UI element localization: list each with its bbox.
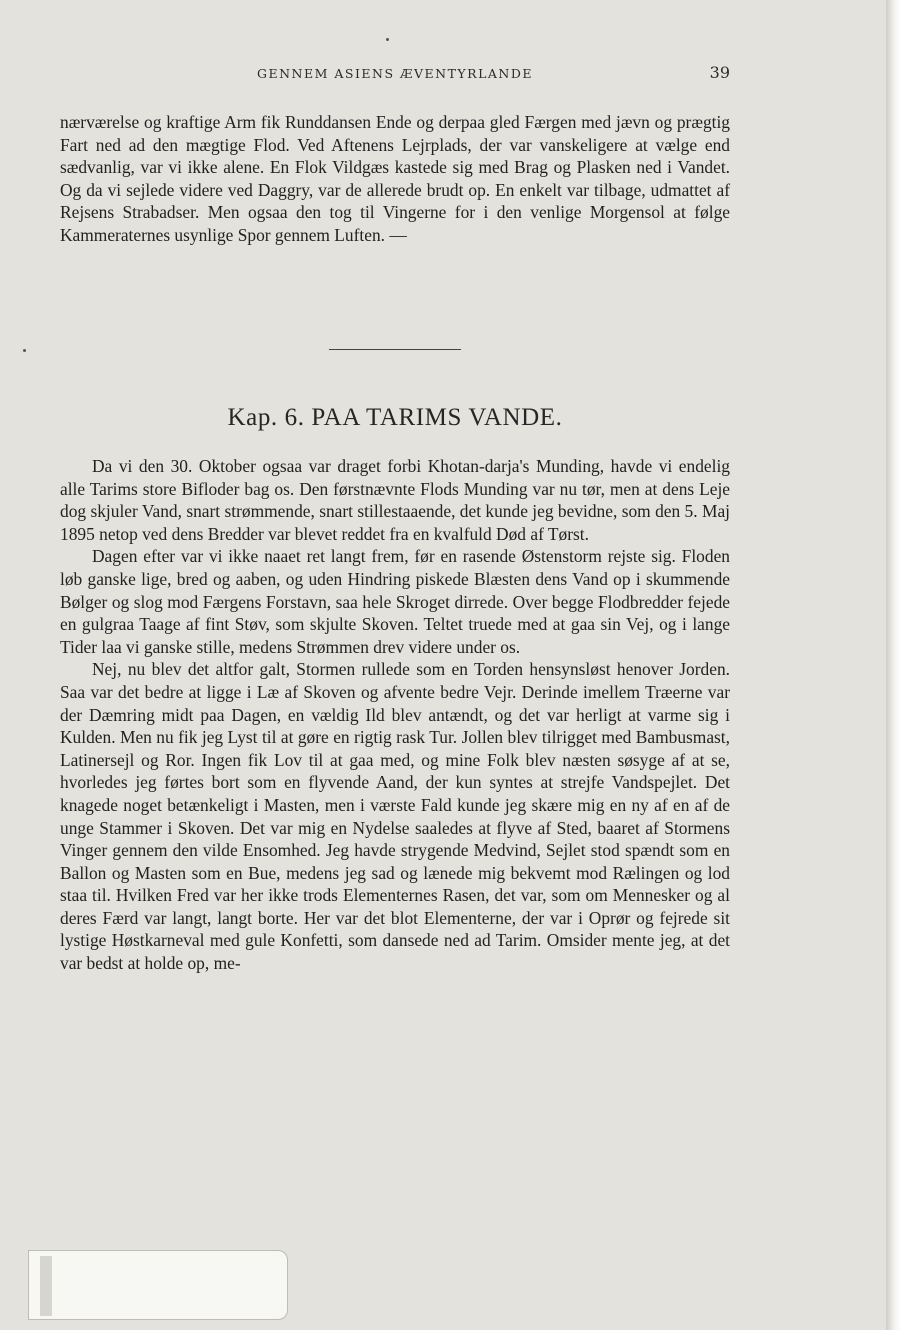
running-title: GENNEM ASIENS ÆVENTYRLANDE [256,66,534,81]
chapter-body [60,455,730,975]
page-edge [886,0,901,1330]
page-number: 39 [709,63,730,82]
running-head [60,63,730,86]
stray-mark [23,349,26,352]
chapter-paragraph: Dagen efter var vi ikke naaet ret langt frem, før en rasende Østenstorm rejste sig. Floden løb ganske lige, bred og aaben, og uden Hindring piskede Blæsten dens Vand op i skummende Bølger og slog mod Færgens Forstavn, saa hele Skroget dirrede. Over begge Flodbredder fejede en gulgraa Taage af fint Støv, som skjulte Skoven. Teltet truede med at gaa sin Vej, og i lange Tider laa vi ganske stille, medens Strømmen drev videre under os. [60,546,730,657]
stray-mark [386,38,389,41]
paper-slip-stripe [40,1256,52,1316]
section-divider [329,349,461,350]
chapter-paragraph: Da vi den 30. Oktober ogsaa var draget forbi Khotan-darja's Munding, havde vi endelig alle Tarims store Bifloder bag os. Den førstnævnte Flods Munding var nu tør, men at dens Leje dog skjuler Vand, snart strømmende, snart stillestaaende, det kunde jeg bevidne, som den 5. Maj 1895 netop ved dens Bredder var blevet reddet fra en kvalfuld Død af Tørst. [60,456,730,544]
chapter-paragraph: Nej, nu blev det altfor galt, Stormen rullede som en Torden hensynsløst henover Jorden. Saa var det bedre at ligge i Læ af Skoven og afvente bedre Vejr. Derinde imellem Træerne var der Dæmring midt paa Dagen, en vældig Ild blev antændt, og det var herligt at varme sig i Kulden. Men nu fik jeg Lyst til at gøre en rigtig rask Tur. Jollen blev tilrigget med Bambusmast, Latinersejl og Ror. Ingen fik Lov til at gaa med, og mine Folk blev næsten søsyge af at se, hvorledes jeg førtes bort som en flyvende Aand, der kun syntes at strejfe Vandspejlet. Det knagede noget betænkeligt i Masten, men i værste Fald kunde jeg skære mig en ny af en af de unge Stammer i Skoven. Det var mig en Nydelse saaledes at flyve af Sted, baaret af Stormens Vinger gennem den vilde Ensomhed. Jeg havde strygende Medvind, Sejlet stod spændt som en Ballon og Masten som en Bue, medens jeg sad og lænede mig bekvemt mod Rælingen og lod staa til. Hvilken Fred var her ikke trods Elementernes Rasen, det var, som om Mennesker og al deres Færd var langt, langt borte. Her var det blot Elementerne, der var i Oprør og fejrede sit lystige Høstkarneval med gule Konfetti, som dansede ned ad Tarim. Omsider mente jeg, at det var bedst at holde op, me- [60,659,730,974]
chapter-heading: Kap. 6. PAA TARIMS VANDE. [227,404,563,431]
opening-paragraph: nærværelse og kraftige Arm fik Runddansen Ende og derpaa gled Færgen med jævn og prægtig Fart ned ad den mægtige Flod. Ved Aftenens Lejrplads, der var vanskeligere at vælge end sædvanlig, var vi ikke alene. En Flok Vildgæs kastede sig med Brag og Plasken ned i Vandet. Og da vi sejlede videre ved Daggry, var de allerede brudt op. En enkelt var tilbage, udmattet af Rejsens Strabadser. Men ogsaa den tog til Vingerne for i den venlige Morgensol at følge Kammeraternes usynlige Spor gennem Luften. — [60,112,730,245]
paper-slip [28,1250,288,1320]
